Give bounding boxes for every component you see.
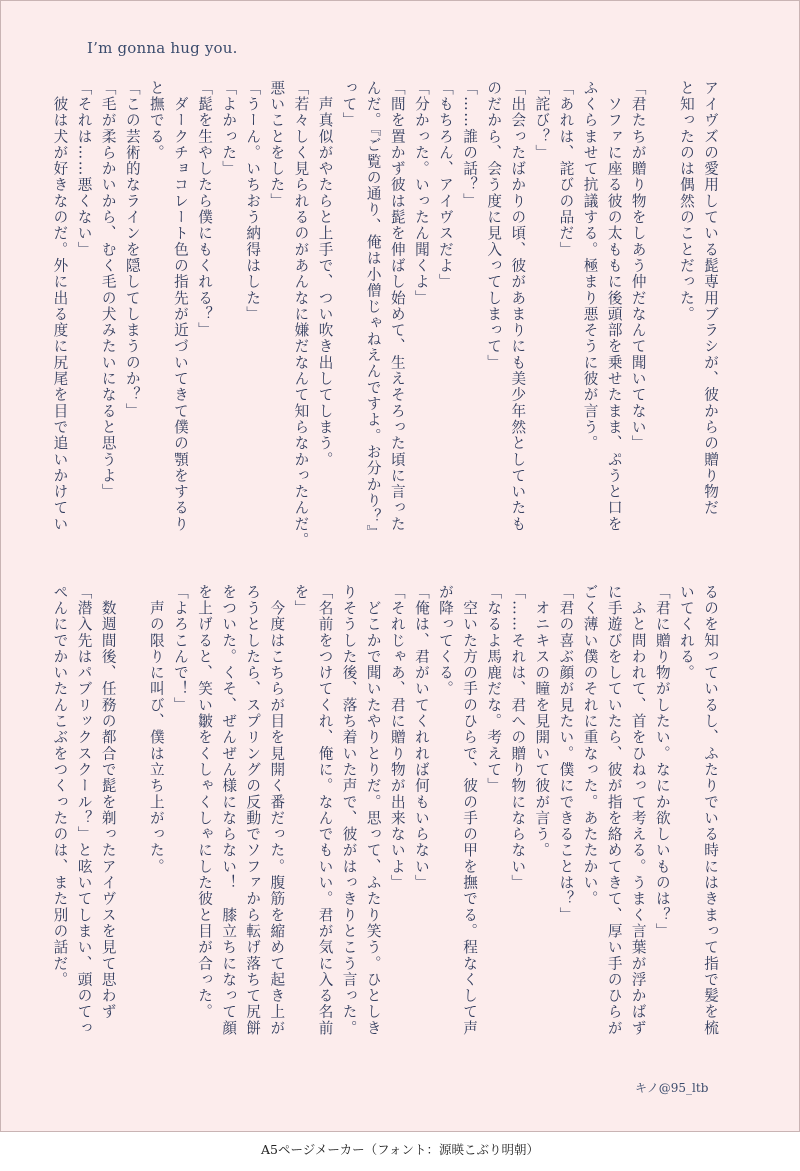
upper-text-block: アイヴズの愛用している髭専用ブラシが、彼からの贈り物だ と知ったのは偶然のことだった。 「君たちが贈り物をしあう仲だなんて聞いてない」 ソファに座る彼の太ももに後頭部を乗せたまま、ぷうと口を ふくらませて抗議する。極まり悪そうに彼が言う。 「あれは、詫びの品だ」 「詫び？」 「出会ったばかりの頃、彼があまりにも美少年然としていたも のだから、会う度に見入ってしまって」 「……誰の話？」 「もちろん、アイヴスだよ」 「分かった。いったん聞くよ」 「間を置かず彼は髭を伸ばし始めて、生えそろった頃に言った んだ。『ご覧の通り、俺は小僧じゃねえんですよ。お分かり？』 って」 声真似がやたらと上手で、つい吹き出してしまう。 「若々しく見られるのがあんなに嫌だなんて知らなかったんだ。 悪いことをした」 「うーん。いちおう納得はした」 「よかった」 「髭を生やしたら僕にもくれる？」 ダークチョコレート色の指先が近づいてきて僕の顎をするり と撫でる。 「この芸術的なラインを隠してしまうのか？」 「毛が柔らかいから、むく毛の犬みたいになると思うよ」 「それは……悪くない」 彼は犬が好きなのだ。外に出る度に尻尾を目で追いかけてい	[51, 80, 719, 549]
story-title: I’m gonna hug you.	[87, 39, 238, 57]
lower-text-block: るのを知っているし、ふたりでいる時にはきまって指で髪を梳 いてくれる。 「君に贈り物がしたい。なにか欲しいものは？」 ふと問われて、首をひねって考える。うまく言葉が浮かばず に手遊びをしていたら、彼が指を絡めてきて、厚い手のひらが ごく薄い僕のそれに重なった。あたたかい。 「君の喜ぶ顔が見たい。僕にできることは？」 オニキスの瞳を見開いて彼が言う。 「……それは、君への贈り物にならない」 「なるよ馬鹿だな。考えて」 空いた方の手のひらで、彼の手の甲を撫でる。程なくして声 が降ってくる。 「俺は、君がいてくれれば何もいらない」 「それじゃあ、君に贈り物が出来ないよ」 どこかで聞いたやりとりだ。思って、ふたり笑う。ひとしき りそうした後、落ち着いた声で、彼がはっきりとこう言った。 「名前をつけてくれ、俺に。なんでもいい。君が気に入る名前 を」 今度はこちらが目を見開く番だった。腹筋を縮めて起き上が ろうとしたら、スプリングの反動でソファから転げ落ちて尻餅 をついた。くそ、ぜんぜん様にならない！ 膝立ちになって顔 を上げると、笑い皺をくしゃくしゃにした彼と目が合った。 「よろこんで！」 声の限りに叫び、僕は立ち上がった。 数週間後、任務の都合で髭を剃ったアイヴスを見て思わず 「潜入先はパブリックスクール？」と呟いてしまい、頭のてっ ぺんにでかいたんこぶをつくったのは、また別の話だ。	[51, 584, 719, 1037]
footer-caption: A5ページメーカー（フォント：源暎こぶり明朝）	[261, 1142, 539, 1157]
author-credit: キノ@95_ltb	[635, 1081, 709, 1095]
